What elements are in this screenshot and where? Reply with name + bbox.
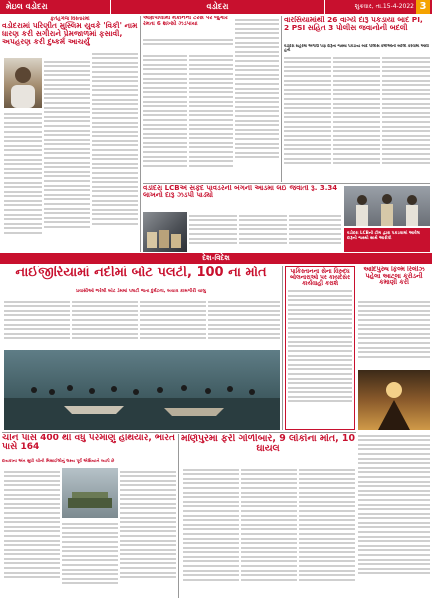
story9-body-c [299, 466, 355, 598]
story9-body-b [241, 466, 297, 598]
story4-body-c [289, 212, 341, 252]
story7-header [358, 266, 430, 296]
text-block [92, 53, 138, 225]
page-number-badge: 3 [416, 0, 430, 14]
story8-photo [62, 468, 118, 518]
page-header [0, 0, 432, 14]
story5-body-a [4, 298, 70, 348]
story4-headline: વડોદરા LCBએ સફેદ પાવડરની બેગની આડમાં લઈ જવાતો રૂ. 3.34 લાખનો દારૂ ઝડપી પાડ્યો [143, 185, 338, 200]
story4-caption: વડોદરા LCBની ટીમ દ્વારા પકડવામાં આવેલ દારૂનો જથ્થો સાથે આરોપી [344, 228, 430, 252]
story2-headline: વારસિયામાંથી 26 વાગ્યે દારૂ પકડાયા બાદ PI, 2 PSI સહિત 3 પોલીસ જવાનોની બદલી [284, 16, 423, 32]
story4-photo [143, 212, 187, 252]
story4-photo-2 [344, 186, 430, 226]
story6-box [285, 266, 355, 430]
story1-headline: વડોદરામાં પરિણીત મુસ્લિમ યુવકે 'વિકી' નામ ધારણ કરી સગીરાને પ્રેમજાળમાં ફસાવી, અપહરણ કરી દુષ્કર્મ આચર્યું [2, 21, 138, 46]
story3-header [143, 16, 233, 34]
group-photo-icon [344, 186, 430, 226]
river-rescue-photo-icon [4, 350, 280, 430]
story8-header [2, 434, 176, 458]
story1-kicker: ફતેહગંજ વિસ્તારમાં [50, 16, 90, 22]
story5-body-d [208, 298, 280, 348]
column-rule [281, 16, 282, 182]
story2-body-c [382, 54, 430, 182]
story5-headline: નાઈજીરિયામાં નદીમાં બોટ પલટી, 100 ના મોત [15, 266, 267, 280]
story6-headline: પાકિસ્તાનના સેના વિરુદ્ધ બોલનારાઓ પર કાયદેસર કાર્યવાહી કરાશે [289, 269, 350, 288]
column-rule [140, 16, 141, 252]
section-rule [143, 183, 430, 184]
story4-body-b [239, 212, 287, 252]
story3-headline: આમ્રપાલીમાં મકાનના ટેરેસ પર જુગાર રમતા 6 શખ્સો ઝડપાયા [143, 16, 228, 27]
text-block [4, 113, 42, 234]
issue-date: શુક્રવાર, તા.15-4-2022 [324, 0, 432, 14]
story5-body-c [140, 298, 206, 348]
story7-poster [358, 370, 430, 430]
story3-lead [143, 36, 233, 50]
story8-body-b [62, 520, 118, 598]
section-label-mid: વડોદરા [110, 0, 324, 14]
column-rule [178, 434, 179, 598]
missile-photo-icon [62, 468, 118, 518]
story7-headline: આદિપુરુષ ફિલ્મ રિલીઝ પહેલા આટલા કરોડની કમાણી કરી [363, 266, 425, 287]
story2-body-a [284, 54, 331, 182]
story6-body [288, 290, 352, 402]
person-photo-icon [4, 58, 42, 108]
column-rule [282, 266, 283, 430]
story7-body-b [358, 432, 430, 598]
story7-body-a [358, 298, 430, 368]
story3-body-b [189, 52, 233, 182]
story2-body-b [333, 54, 380, 182]
story5-header [2, 266, 280, 288]
story1-header [2, 16, 138, 46]
story5-photo [4, 350, 280, 430]
story1-photo [4, 58, 42, 108]
story2-lead: વડોદરા શહેરમાં અગાઉ પણ દારૂના જથ્થા પકડાયા બાદ પોલીસ કર્મીઓની બદલી કરવામાં આવી હતી [284, 44, 429, 52]
story9-headline: મણિપુરમાં ફરી ગોળીબાર, 9 લોકોના મોત, 10 ઘાયલ [181, 434, 355, 454]
story1-body-a [44, 58, 90, 252]
section-label-left: મેઇલ વડોદરા [0, 0, 110, 14]
movie-poster-icon [358, 370, 430, 430]
story3-body-a [143, 52, 187, 182]
story3-body-c [235, 16, 279, 182]
story2-header [284, 16, 430, 44]
story9-header [181, 434, 355, 464]
story8-body-c [120, 468, 176, 598]
story1-body-b [4, 110, 42, 252]
story9-body-a [183, 466, 239, 598]
story5-body-b [72, 298, 138, 348]
text-block [44, 61, 90, 228]
section-band: દેશ-વિદેશ [0, 253, 432, 264]
story4-body-a [189, 212, 237, 252]
section-rule [2, 432, 356, 433]
story8-headline: ચીન પાસે 400 થી વધુ પરમાણુ હથિયાર, ભારત પાસે 164 [2, 434, 175, 453]
story4-header [143, 185, 341, 209]
story8-body-a [4, 468, 60, 598]
story8-subhead: દાયકાના અંત સુધી ચીની મિસાઈલોનું લક્ષ્ય પૂર્વ એશિયાને વ્યાપે છે [2, 458, 115, 463]
story1-body-c [92, 50, 138, 252]
story5-subhead: પ્રવાસીઓ ભરેલી બોટ ડેમમાં પલટી જતા દુર્ઘટના, બચાવ કામગીરી ચાલુ [76, 289, 206, 294]
seized-goods-photo-icon [143, 212, 187, 252]
